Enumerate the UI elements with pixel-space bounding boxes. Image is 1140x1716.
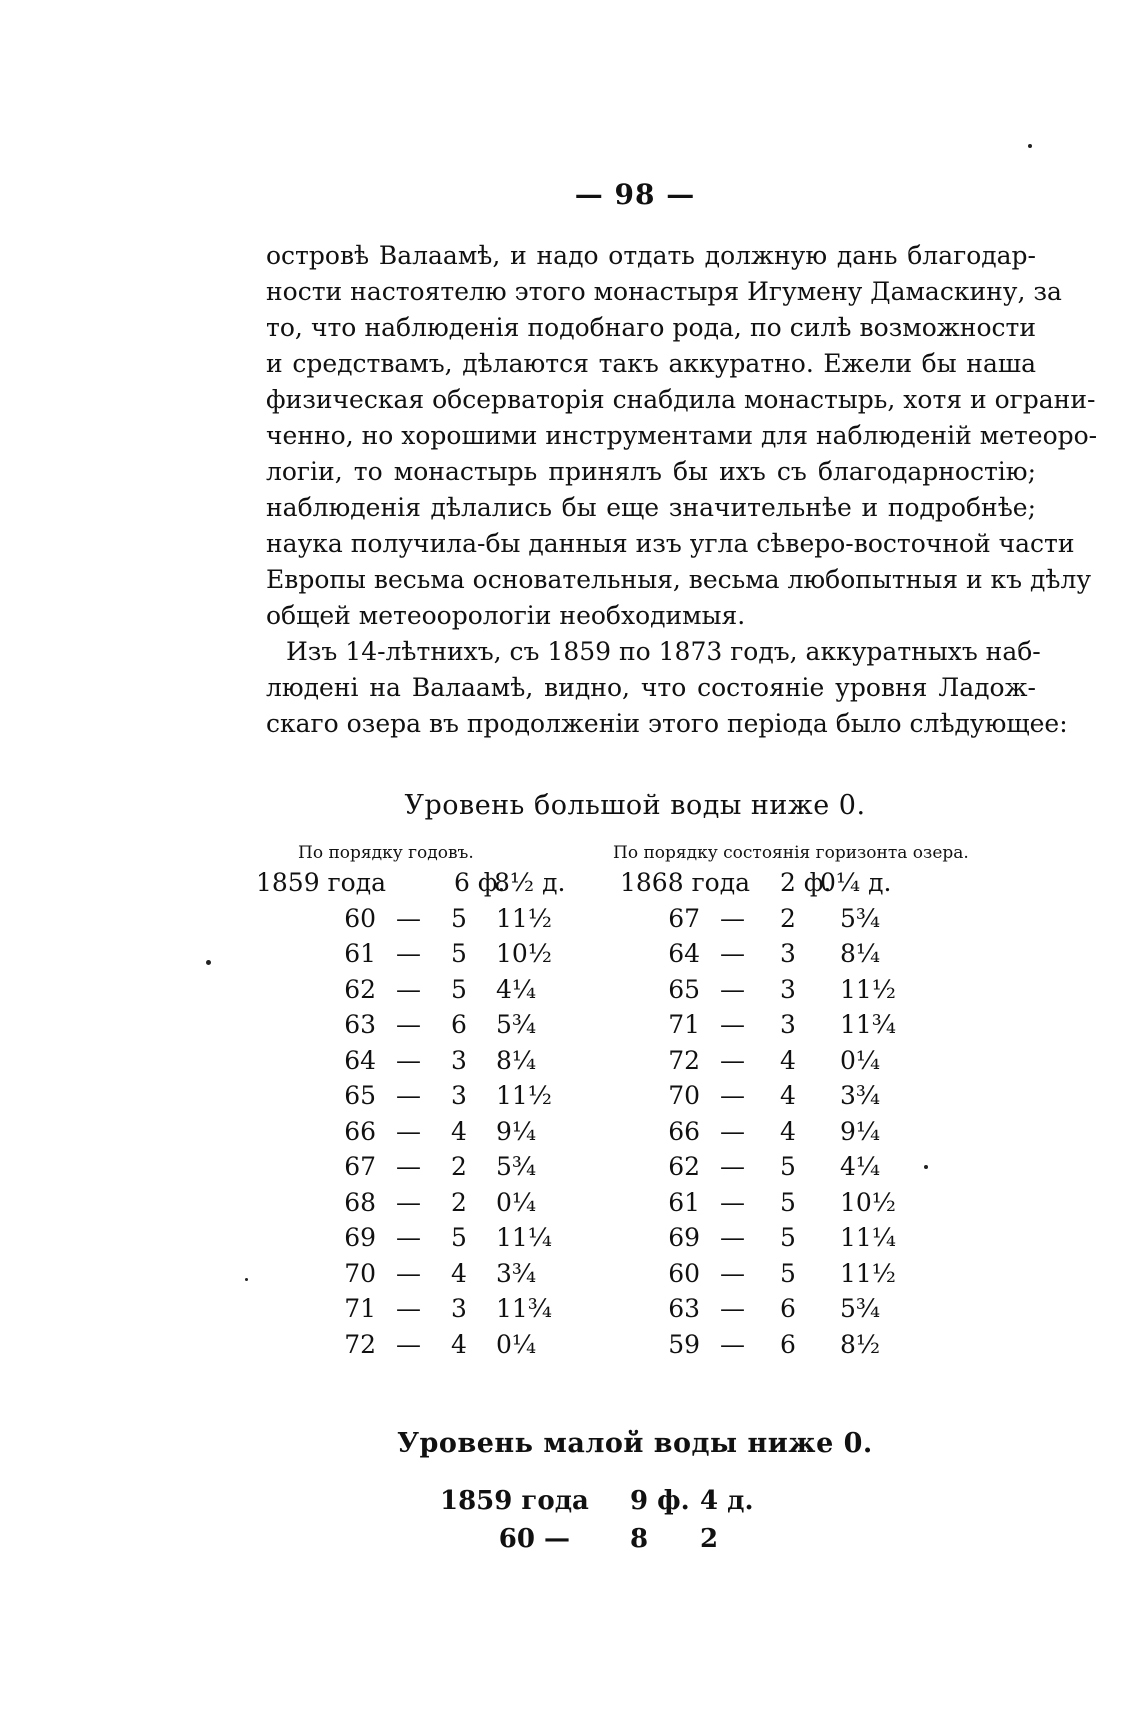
cell-inches: 5¾ (496, 1152, 537, 1181)
cell-inches: 11½ (840, 974, 897, 1004)
cell-year: 67 (344, 1152, 376, 1181)
page-number: — 98 — (574, 178, 696, 211)
cell-year: 65 (344, 1081, 376, 1110)
cell-inches: 11½ (496, 903, 553, 933)
text-line: скаго озера въ продолженіи этого періода было слѣдующее: (266, 709, 1068, 738)
cell-inches: 8¼ (840, 939, 881, 968)
cell-inches: 11¼ (840, 1223, 897, 1252)
scan-speck (924, 1165, 928, 1169)
cell-year: 68 (344, 1187, 376, 1217)
scan-speck (206, 960, 211, 965)
cell-year: 1868 года (620, 868, 751, 897)
cell-year: 61 (668, 1187, 700, 1217)
cell-inches: 10½ (840, 1187, 897, 1217)
text-line: людені на Валаамѣ, видно, что состояніе уровня Ладож- (266, 673, 1036, 702)
cell-dash: — (396, 903, 421, 933)
cell-inches: 4 д. (700, 1486, 754, 1516)
cell-feet: 5 (451, 939, 467, 968)
cell-inches: 11½ (496, 1081, 553, 1110)
text-line: то, что наблюденія подобнаго рода, по силѣ возможности (266, 313, 1036, 342)
cell-inches: 5¾ (496, 1010, 537, 1039)
cell-dash: — (396, 1152, 421, 1181)
cell-feet: 6 (780, 1329, 796, 1359)
cell-inches: 8½ д. (494, 868, 566, 897)
cell-dash: — (396, 1258, 421, 1288)
cell-feet: 4 (451, 1329, 467, 1359)
cell-inches: 5¾ (840, 903, 881, 933)
cell-dash: — (720, 1081, 745, 1110)
cell-year: 64 (668, 939, 700, 968)
low-water-title: Уровень малой воды ниже 0. (397, 1428, 873, 1459)
text-line: и средствамъ, дѣлаются такъ аккуратно. Ежели бы наша (266, 349, 1036, 378)
cell-inches: 11¾ (496, 1294, 553, 1323)
cell-year: 60 — (498, 1524, 570, 1554)
paragraph-2 (266, 634, 1068, 742)
cell-dash: — (396, 1223, 421, 1252)
cell-year: 1859 года (256, 868, 387, 897)
cell-dash: — (720, 1116, 745, 1146)
text-line: ности настоятелю этого монастыря Игумену Дамаскину, за (266, 277, 1062, 306)
text-line: ченно, но хорошими инструментами для наблюденій метеоро- (266, 421, 1098, 450)
cell-feet: 2 (451, 1187, 467, 1217)
right-column-header: По порядку состоянія горизонта озера. (613, 843, 969, 863)
left-column-header: По порядку годовъ. (298, 843, 474, 863)
cell-feet: 6 (780, 1294, 796, 1323)
cell-feet: 2 (780, 903, 796, 933)
cell-year: 69 (668, 1223, 700, 1252)
cell-feet: 6 ф. (454, 868, 506, 897)
cell-inches: 4¼ (496, 974, 537, 1004)
cell-year: 65 (668, 974, 700, 1004)
cell-dash: — (720, 1010, 745, 1039)
cell-dash: — (396, 1294, 421, 1323)
cell-dash: — (396, 1187, 421, 1217)
cell-dash: — (720, 1045, 745, 1075)
cell-inches: 11¼ (496, 1223, 553, 1252)
cell-year: 60 (344, 903, 376, 933)
cell-feet: 3 (451, 1294, 467, 1323)
cell-feet: 4 (780, 1081, 796, 1110)
cell-feet: 5 (451, 1223, 467, 1252)
cell-inches: 8¼ (496, 1045, 537, 1075)
cell-year: 67 (668, 903, 700, 933)
cell-year: 1859 года (440, 1486, 589, 1516)
text-line: наука получила-бы данныя изъ угла сѣверо-восточной части (266, 529, 1075, 558)
cell-feet: 5 (451, 974, 467, 1004)
text-line: островѣ Валаамѣ, и надо отдать должную дань благодар- (266, 241, 1036, 270)
high-water-title: Уровень большой воды ниже 0. (404, 790, 866, 821)
cell-year: 72 (344, 1329, 376, 1359)
cell-dash: — (396, 1081, 421, 1110)
cell-inches: 3¾ (840, 1081, 881, 1110)
text-line: физическая обсерваторія снабдила монастырь, хотя и ограни- (266, 385, 1096, 414)
cell-feet: 3 (451, 1081, 467, 1110)
cell-year: 70 (668, 1081, 700, 1110)
cell-inches: 0¼ (496, 1187, 537, 1217)
cell-year: 72 (668, 1045, 700, 1075)
cell-feet: 5 (780, 1223, 796, 1252)
cell-year: 59 (668, 1329, 700, 1359)
text-line: логіи, то монастырь принялъ бы ихъ съ благодарностію; (266, 457, 1036, 486)
text-line: наблюденія дѣлались бы еще значительнѣе и подробнѣе; (266, 493, 1036, 522)
cell-dash: — (720, 974, 745, 1004)
cell-dash: — (720, 1258, 745, 1288)
cell-inches: 4¼ (840, 1152, 881, 1181)
cell-inches: 5¾ (840, 1294, 881, 1323)
cell-dash: — (720, 903, 745, 933)
cell-feet: 3 (780, 1010, 796, 1039)
cell-year: 64 (344, 1045, 376, 1075)
cell-year: 71 (668, 1010, 700, 1039)
scan-speck (245, 1278, 248, 1281)
cell-dash: — (396, 1045, 421, 1075)
cell-year: 61 (344, 939, 376, 968)
cell-year: 66 (668, 1116, 700, 1146)
cell-dash: — (720, 1152, 745, 1181)
cell-feet: 8 (630, 1524, 649, 1554)
cell-year: 70 (344, 1258, 376, 1288)
cell-inches: 9¼ (840, 1116, 881, 1146)
cell-dash: — (720, 1223, 745, 1252)
cell-inches: 0¼ (840, 1045, 881, 1075)
cell-inches: 11¾ (840, 1010, 897, 1039)
cell-dash: — (720, 1187, 745, 1217)
text-line: Европы весьма основательныя, весьма любопытныя и къ дѣлу (266, 565, 1092, 594)
cell-feet: 4 (451, 1116, 467, 1146)
cell-year: 62 (668, 1152, 700, 1181)
cell-year: 66 (344, 1116, 376, 1146)
cell-inches: 8½ (840, 1329, 881, 1359)
cell-dash: — (396, 974, 421, 1004)
text-line: Изъ 14-лѣтнихъ, съ 1859 по 1873 годъ, аккуратныхъ наб- (286, 637, 1041, 666)
cell-dash: — (720, 1294, 745, 1323)
paragraph-1 (266, 238, 1098, 634)
cell-feet: 6 (451, 1010, 467, 1039)
cell-feet: 4 (780, 1045, 796, 1075)
cell-dash: — (396, 1329, 421, 1359)
cell-feet: 3 (780, 974, 796, 1004)
cell-dash: — (396, 939, 421, 968)
cell-inches: 10½ (496, 939, 553, 968)
scan-speck (1028, 144, 1032, 148)
cell-inches: 0¼ (496, 1329, 537, 1359)
cell-feet: 2 ф. (780, 868, 832, 897)
cell-feet: 5 (780, 1152, 796, 1181)
cell-dash: — (396, 1010, 421, 1039)
cell-year: 63 (344, 1010, 376, 1039)
body-text (266, 238, 1098, 742)
cell-inches: 3¾ (496, 1258, 537, 1288)
text-line: общей метеоорологіи необходимыя. (266, 601, 746, 630)
cell-feet: 2 (451, 1152, 467, 1181)
cell-year: 60 (668, 1258, 700, 1288)
cell-dash: — (396, 1116, 421, 1146)
cell-dash: — (720, 1329, 745, 1359)
cell-inches: 0¼ д. (820, 868, 892, 897)
cell-year: 71 (344, 1294, 376, 1323)
cell-feet: 5 (780, 1187, 796, 1217)
cell-year: 69 (344, 1223, 376, 1252)
cell-inches: 11½ (840, 1258, 897, 1288)
cell-inches: 9¼ (496, 1116, 537, 1146)
cell-feet: 3 (780, 939, 796, 968)
cell-feet: 5 (451, 903, 467, 933)
cell-feet: 9 ф. (630, 1486, 690, 1516)
cell-feet: 4 (451, 1258, 467, 1288)
cell-dash: — (720, 939, 745, 968)
cell-year: 62 (344, 974, 376, 1004)
cell-feet: 5 (780, 1258, 796, 1288)
cell-year: 63 (668, 1294, 700, 1323)
cell-feet: 4 (780, 1116, 796, 1146)
cell-inches: 2 (700, 1524, 719, 1554)
cell-feet: 3 (451, 1045, 467, 1075)
